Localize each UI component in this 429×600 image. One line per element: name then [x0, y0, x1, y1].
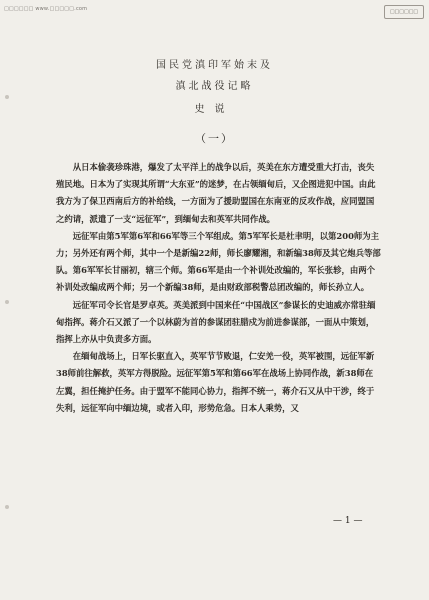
binding-hole: [5, 300, 9, 304]
document-title-line-2: 滇北战役记略: [175, 81, 254, 92]
body-paragraph: 从日本偷袭珍珠港，爆发了太平洋上的战争以后，英美在东方遭受重大打击，丧失殖民地。日本为了实现其所谓“大东亚”的迷梦，在占领缅甸后，又企图进犯中国。由此我方为了保卫西南后方的补给线，一方面为了援助盟国在东南亚的反攻作战，应同盟国之约请，派遣了一支“远征军”，到缅甸去和英军共同作战。: [56, 162, 376, 224]
binding-hole: [5, 505, 9, 509]
body-paragraph: 在缅甸战场上，日军长驱直入，英军节节败退，仁安羌一役，英军被围，远征军新38师前往解救，英军方得脱险。远征军第5军和第66军在战场上协同作战，新38师在左翼，担任掩护任务。由于盟军不能同心协力，指挥不统一，蒋介石又从中干涉，终于失利，远征军向中缅边境，或者入印，形势危急。日本人乘势，又: [56, 351, 375, 413]
body-paragraph: 远征军由第5军第6军和66军等三个军组成。第5军军长是杜聿明，以第200师为主力；另外还有两个师，其中一个是新编22师，师长廖耀湘，和新编38师及其它炮兵等部队。第6军军长甘丽初，辖三个师。第66军是由一个补训处改编的，军长张轸，由两个补训处改编成两个师；另一个新编38师，是由财政部税警总团改编的，师长孙立人。: [56, 230, 381, 293]
document-title-line-1: 国民党滇印军始末及: [156, 60, 273, 71]
library-stamp: □□□□□□: [384, 5, 424, 19]
binding-hole: [5, 95, 9, 99]
section-heading: （一）: [195, 132, 234, 145]
document-author: 史说: [194, 104, 235, 115]
page-number: — 1 —: [333, 516, 363, 526]
body-paragraph: 远征军司令长官是罗卓英。英美派到中国来任“中国战区”参谋长的史迪威亦常驻缅甸指挥。蒋介石又派了一个以林蔚为首的参谋团驻腊戍为前进参谋部，一面从中策划，指挥上亦从中负责多方面。: [56, 299, 376, 345]
scan-watermark: □□□□□□ www.□□□□□.com: [4, 6, 88, 12]
document-body: [56, 159, 381, 417]
